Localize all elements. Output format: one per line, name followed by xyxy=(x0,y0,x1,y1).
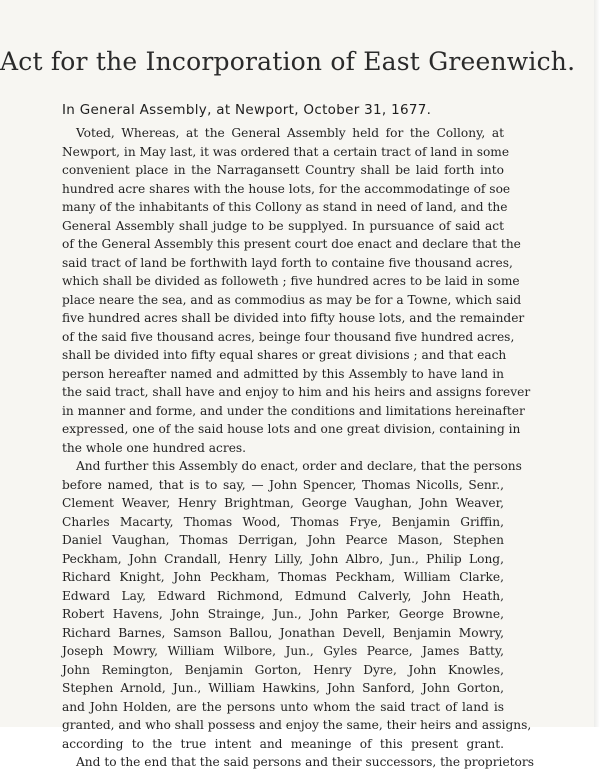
text-line: in manner and forme, and under the conditions and limitations hereinafter xyxy=(62,403,525,418)
text-line: which shall be divided as followeth ; five hundred acres to be laid in some xyxy=(62,274,520,288)
text-line: Daniel Vaughan, Thomas Derrigan, John Pearce Mason, Stephen xyxy=(62,533,504,547)
text-line: Stephen Arnold, Jun., William Hawkins, John Sanford, John Gorton, xyxy=(62,681,504,695)
text-line: and John Holden, are the persons unto whom the said tract of land is xyxy=(62,699,504,714)
text-line: many of the inhabitants of this Collony as stand in need of land, and the xyxy=(62,200,508,214)
text-line: Clement Weaver, Henry Brightman, George Vaughan, John Weaver, xyxy=(62,496,504,510)
text-line: Richard Knight, John Peckham, Thomas Peckham, William Clarke, xyxy=(62,570,504,584)
text-line: convenient place in the Narragansett Country shall be laid forth into xyxy=(62,163,504,177)
page-edge-shadow xyxy=(594,0,600,727)
text-line: said tract of land be forthwith layd forth to containe five thousand acres, xyxy=(62,255,513,270)
text-line: Charles Macarty, Thomas Wood, Thomas Frye, Benjamin Griffin, xyxy=(62,514,504,529)
text-line: And further this Assembly do enact, order and declare, that the persons xyxy=(76,459,522,473)
text-line: And to the end that the said persons and their successors, the proprietors xyxy=(76,755,534,769)
text-line: shall be divided into fifty equal shares or great divisions ; and that each xyxy=(62,348,507,362)
text-line: person hereafter named and admitted by this Assembly to have land in xyxy=(62,366,504,381)
text-line: of the said five thousand acres, beinge four thousand five hundred acres, xyxy=(62,329,515,344)
text-line: John Remington, Benjamin Gorton, Henry Dyre, John Knowles, xyxy=(62,662,504,677)
document-subtitle: In General Assembly, at Newport, October 31, 1677. xyxy=(62,102,432,118)
text-line: Peckham, John Crandall, Henry Lilly, John Albro, Jun., Philip Long, xyxy=(62,551,504,566)
document-title: Act for the Incorporation of East Greenwich. xyxy=(0,47,576,76)
text-line: the whole one hundred acres. xyxy=(62,440,247,455)
text-line: Edward Lay, Edward Richmond, Edmund Calverly, John Heath, xyxy=(62,588,504,603)
text-line: hundred acre shares with the house lots, for the accommodatinge of soe xyxy=(62,181,511,196)
text-line: five hundred acres shall be divided into fifty house lots, and the remainder xyxy=(62,311,525,325)
text-line: Voted, Whereas, at the General Assembly held for the Collony, at xyxy=(76,126,504,140)
text-line: granted, and who shall possess and enjoy the same, their heirs and assigns, xyxy=(62,718,532,732)
text-line: Robert Havens, John Strainge, Jun., John Parker, George Browne, xyxy=(62,607,504,621)
text-line: the said tract, shall have and enjoy to him and his heirs and assigns forever xyxy=(62,385,531,399)
text-line: expressed, one of the said house lots and one great division, containing in xyxy=(62,422,521,436)
text-line: according to the true intent and meaninge of this present grant. xyxy=(62,736,504,751)
text-line: Newport, in May last, it was ordered that a certain tract of land in some xyxy=(62,144,510,159)
text-line: place neare the sea, and as commodius as may be for a Towne, which said xyxy=(62,292,522,307)
text-line: Richard Barnes, Samson Ballou, Jonathan Devell, Benjamin Mowry, xyxy=(62,625,504,640)
text-line: of the General Assembly this present court doe enact and declare that the xyxy=(62,237,521,251)
document-body xyxy=(62,124,534,772)
text-line: Joseph Mowry, William Wilbore, Jun., Gyles Pearce, James Batty, xyxy=(62,644,504,658)
text-line: General Assembly shall judge to be supplyed. In pursuance of said act xyxy=(62,218,504,233)
text-line: before named, that is to say, — John Spencer, Thomas Nicolls, Senr., xyxy=(62,477,504,492)
